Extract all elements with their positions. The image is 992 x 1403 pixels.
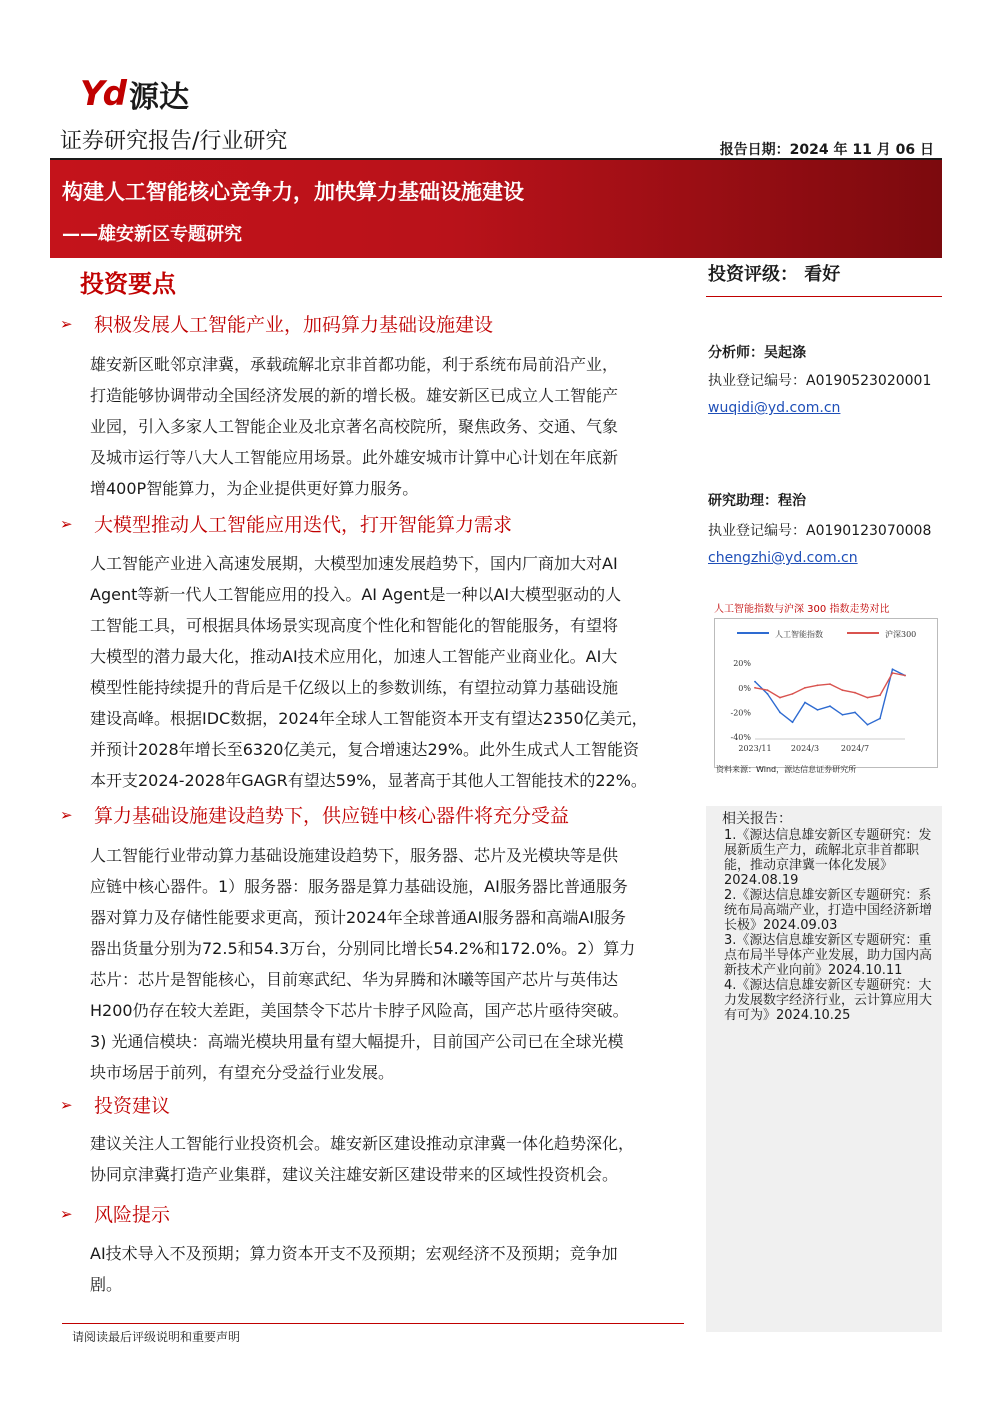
analyst-name: 分析师：吴起涤 — [708, 345, 806, 361]
y-tick-label: 20% — [733, 659, 751, 669]
heading-text: 积极发展人工智能产业，加码算力基础设施建设 — [94, 314, 494, 336]
legend-label: 沪深300 — [885, 630, 917, 639]
text-line: 本开支2024-2028年GAGR有望达59%，显著高于其他人工智能技术的22%。 — [90, 771, 647, 790]
logo-text: 源达 — [128, 80, 189, 115]
section-heading-2 — [60, 510, 512, 537]
data-point — [829, 705, 831, 707]
text-line: 雄安新区毗邻京津冀，承载疏解北京非首都功能，利于系统布局前沿产业， — [90, 355, 619, 374]
company-logo — [80, 74, 189, 114]
text-line: 建设高峰。根据IDC数据，2024年全球人工智能资本开支有望达2350亿美元， — [90, 709, 648, 728]
text-line: 打造能够协调带动全国经济发展的新的增长极。雄安新区已成立人工智能产 — [90, 386, 619, 405]
data-point — [867, 697, 869, 699]
x-tick-label: 2023/11 — [738, 744, 772, 753]
section-title: 投资要点 — [80, 270, 176, 298]
heading-text: 风险提示 — [94, 1204, 171, 1226]
data-point — [842, 689, 844, 691]
related-reports-list — [724, 828, 944, 1023]
heading-text: 大模型推动人工智能应用迭代，打开智能算力需求 — [94, 514, 513, 536]
arrow-bullet-icon: ➢ — [60, 514, 73, 533]
footer-disclaimer: 请阅读最后评级说明和重要声明 — [72, 1330, 241, 1344]
heading-text: 投资建议 — [94, 1095, 171, 1117]
data-point — [779, 712, 781, 714]
related-reports-title: 相关报告： — [722, 811, 792, 827]
data-point — [754, 687, 756, 689]
text-line: 模型性能持续提升的背后是千亿级以上的参数训练，有望拉动算力基础设施 — [90, 678, 619, 697]
data-point — [892, 672, 894, 674]
series-line — [755, 669, 905, 724]
related-report-item[interactable]: 4.《源达信息雄安新区专题研究：大力发展数字经济行业，云计算应用大有可为》2024.10.25 — [724, 978, 933, 1023]
report-title: 构建人工智能核心竞争力，加快算力基础设施建设 — [62, 180, 524, 204]
chart-source: 资料来源：Wind，源达信息证券研究所 — [716, 765, 857, 774]
text-line: Agent等新一代人工智能应用的投入。AI Agent是一种以AI大模型驱动的人 — [90, 585, 622, 604]
y-tick-label: 0% — [738, 683, 751, 693]
assistant-registration: 执业登记编号：A0190123070008 — [708, 523, 932, 539]
data-point — [904, 675, 906, 677]
rating-divider — [706, 296, 942, 297]
data-point — [829, 683, 831, 685]
text-line: 协同京津冀打造产业集群，建议关注雄安新区建设带来的区域性投资机会。 — [90, 1165, 619, 1184]
paragraph-2 — [90, 548, 702, 796]
report-subtitle: ——雄安新区专题研究 — [62, 224, 242, 245]
sidebar — [706, 258, 942, 1332]
data-point — [767, 689, 769, 691]
paragraph-3 — [90, 840, 702, 1088]
section-heading-3 — [60, 801, 569, 828]
section-heading-1 — [60, 310, 493, 337]
index-comparison-chart — [714, 618, 938, 768]
text-line: 芯片：芯片是智能核心，目前寒武纪、华为昇腾和沐曦等国产芯片与英伟达 — [90, 970, 619, 989]
section-heading-4 — [60, 1091, 170, 1118]
text-line: 3) 光通信模块：高端光模块用量有望大幅提升，目前国产公司已在全球光模 — [90, 1032, 624, 1051]
report-type: 证券研究报告/行业研究 — [60, 129, 288, 154]
data-point — [754, 681, 756, 683]
data-point — [804, 702, 806, 704]
section-heading-5 — [60, 1200, 170, 1227]
related-report-item[interactable]: 1.《源达信息雄安新区专题研究：发展新质生产力，疏解北京非首都职能，推动京津冀一体化发展》2024.08.19 — [724, 828, 932, 888]
arrow-bullet-icon: ➢ — [60, 1204, 73, 1223]
title-banner — [50, 160, 942, 258]
report-date: 报告日期：2024 年 11 月 06 日 — [719, 142, 934, 158]
data-point — [792, 721, 794, 723]
paragraph-5 — [90, 1238, 702, 1300]
text-line: 器对算力及存储性能要求更高，预计2024年全球普通AI服务器和高端AI服务 — [90, 908, 627, 927]
text-line: AI技术导入不及预期；算力资本开支不及预期；宏观经济不及预期；竞争加 — [90, 1244, 618, 1263]
data-point — [792, 693, 794, 695]
data-point — [867, 724, 869, 726]
legend-label: 人工智能指数 — [775, 630, 823, 639]
y-tick-label: -20% — [730, 708, 751, 718]
analyst-email-link[interactable]: wuqidi@yd.com.cn — [708, 400, 841, 416]
arrow-bullet-icon: ➢ — [60, 805, 73, 824]
text-line: 块市场居于前列，有望充分受益行业发展。 — [90, 1063, 395, 1082]
text-line: 并预计2028年增长至6320亿美元，复合增速达29%。此外生成式人工智能资 — [90, 740, 640, 759]
data-point — [854, 692, 856, 694]
arrow-bullet-icon: ➢ — [60, 314, 73, 333]
text-line: 增400P智能算力，为企业提供更好算力服务。 — [90, 479, 419, 498]
data-point — [779, 697, 781, 699]
data-point — [817, 684, 819, 686]
data-point — [892, 668, 894, 670]
paragraph-1 — [90, 349, 702, 504]
assistant-email-link[interactable]: chengzhi@yd.com.cn — [708, 550, 858, 566]
heading-text: 算力基础设施建设趋势下，供应链中核心器件将充分受益 — [94, 805, 570, 827]
text-line: 人工智能产业进入高速发展期，大模型加速发展趋势下，国内厂商加大对AI — [90, 554, 618, 573]
data-point — [817, 709, 819, 711]
paragraph-4 — [90, 1128, 702, 1190]
footer-divider — [62, 1323, 684, 1324]
assistant-name: 研究助理：程治 — [708, 493, 806, 509]
analyst-registration: 执业登记编号：A0190523020001 — [708, 373, 932, 389]
text-line: 及城市运行等八大人工智能应用场景。此外雄安城市计算中心计划在年底新 — [90, 448, 619, 467]
y-tick-label: -40% — [730, 733, 751, 742]
related-report-item[interactable]: 2.《源达信息雄安新区专题研究：系统布局高端产业，打造中国经济新增长极》2024.09.03 — [724, 888, 933, 933]
text-line: 业园，引入多家人工智能企业及北京著名高校院所，聚焦政务、交通、气象 — [90, 417, 619, 436]
x-tick-label: 2024/3 — [790, 744, 820, 753]
data-point — [804, 687, 806, 689]
data-point — [854, 712, 856, 714]
data-point — [842, 714, 844, 716]
text-line: 剧。 — [90, 1275, 123, 1294]
series-line — [755, 673, 905, 698]
text-line: H200仍存在较大差距，美国禁令下芯片卡脖子风险高，国产芯片亟待突破。 — [90, 1001, 629, 1020]
text-line: 器出货量分别为72.5和54.3万台，分别同比增长54.2%和172.0%。2）算力 — [90, 939, 636, 958]
arrow-bullet-icon: ➢ — [60, 1095, 73, 1114]
related-report-item[interactable]: 3.《源达信息雄安新区专题研究：重点布局半导体产业发展，助力国内高新技术产业向前》2024.10.11 — [724, 933, 933, 978]
logo-mark: Yd — [80, 74, 125, 114]
chart-title: 人工智能指数与沪深 300 指数走势对比 — [714, 604, 890, 615]
related-reports — [706, 806, 942, 1332]
data-point — [879, 694, 881, 696]
text-line: 建议关注人工智能行业投资机会。雄安新区建设推动京津冀一体化趋势深化， — [90, 1134, 635, 1153]
text-line: 工智能工具，可根据具体场景实现高度个性化和智能化的智能服务，有望将 — [90, 616, 619, 635]
text-line: 人工智能行业带动算力基础设施建设趋势下，服务器、芯片及光模块等是供 — [90, 846, 619, 865]
data-point — [879, 718, 881, 720]
investment-rating: 投资评级： 看好 — [708, 264, 841, 285]
data-point — [767, 693, 769, 695]
text-line: 大模型的潜力最大化，推动AI技术应用化，加速人工智能产业商业化。AI大 — [90, 647, 618, 666]
chart-svg — [715, 619, 937, 767]
x-tick-label: 2024/7 — [840, 744, 870, 753]
text-line: 应链中核心器件。1）服务器：服务器是算力基础设施，AI服务器比普通服务 — [90, 877, 628, 896]
